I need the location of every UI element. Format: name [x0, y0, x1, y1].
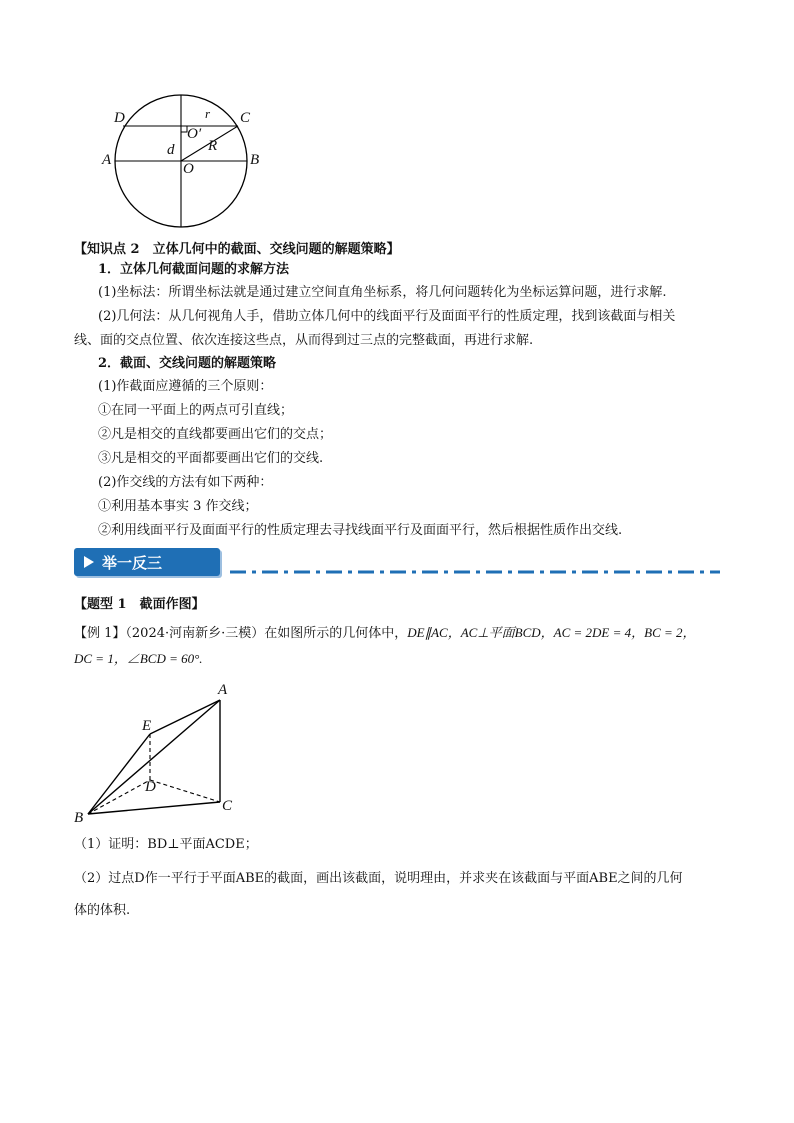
label-C: C	[222, 798, 233, 814]
principle-1: ①在同一平面上的两点可引直线；	[98, 403, 294, 418]
edge-AB	[88, 700, 220, 814]
question-parts	[74, 836, 734, 926]
label-B: B	[250, 152, 260, 168]
part-1: （1）证明：BD⊥平面ACDE；	[74, 837, 258, 852]
banner-label: 举一反三	[102, 554, 163, 572]
label-A: A	[102, 152, 112, 168]
edge-AE	[150, 700, 220, 734]
label-D: D	[114, 110, 125, 126]
play-arrow-icon	[84, 556, 94, 568]
principle-3: ③凡是相交的平面都要画出它们的交线.	[98, 451, 324, 466]
method-subheading: 1．立体几何截面问题的求解方法	[98, 262, 290, 277]
principle-2: ②凡是相交的直线都要画出它们的交点；	[98, 427, 333, 442]
label-O-prime: O′	[187, 126, 202, 142]
circle-figure	[100, 86, 280, 231]
label-d: d	[167, 142, 175, 158]
solid-figure	[72, 684, 252, 829]
intersection-method-2: ②利用线面平行及面面平行的性质定理去寻找线面平行及面面平行，然后根据性质作出交线.	[98, 523, 623, 538]
edge-EB	[88, 734, 150, 814]
paragraph-coordinate-method: (1)坐标法：所谓坐标法就是通过建立空间直角坐标系，将几何问题转化为坐标运算问题，进行求解.	[98, 285, 667, 300]
edge-BC	[88, 802, 220, 814]
label-R: R	[208, 138, 218, 154]
intersection-method-1: ①利用基本事实 3 作交线；	[98, 499, 258, 514]
example-line-1	[74, 624, 696, 643]
label-E: E	[142, 718, 152, 734]
label-D: D	[145, 779, 156, 795]
example-statement	[74, 624, 734, 674]
example-conditions-2: DC = 1，∠BCD = 60°.	[74, 651, 203, 666]
label-A: A	[218, 682, 228, 698]
knowledge-point-heading: 【知识点 2 立体几何中的截面、交线问题的解题策略】	[74, 242, 400, 257]
intersection-methods-intro: (2)作交线的方法有如下两种：	[98, 475, 273, 490]
edge-DC-hidden	[150, 780, 220, 802]
principles-intro: (1)作截面应遵循的三个原则：	[98, 379, 273, 394]
label-C: C	[240, 110, 251, 126]
strategy-subheading: 2．截面、交线问题的解题策略	[98, 356, 277, 371]
part-2-line-2: 体的体积.	[74, 903, 131, 918]
knowledge-point-section	[74, 241, 734, 541]
label-O: O	[183, 161, 194, 177]
practice-banner	[74, 548, 220, 576]
dash-dot-divider	[230, 568, 720, 576]
label-r: r	[205, 106, 211, 121]
example-conditions-1: DE∥AC，AC⊥平面BCD，AC = 2DE = 4，BC = 2，	[407, 625, 696, 640]
paragraph-geometric-method-1: (2)几何法：从几何视角人手，借助立体几何中的线面平行及面面平行的性质定理，找到该截面与相关	[98, 309, 676, 324]
question-type-heading: 【题型 1 截面作图】	[74, 597, 205, 612]
example-prefix: 【例 1】（2024·河南新乡·三模）在如图所示的几何体中，	[74, 626, 408, 641]
paragraph-geometric-method-2: 线、面的交点位置、依次连接这些点，从而得到过三点的完整截面，再进行求解.	[74, 333, 534, 348]
label-B: B	[74, 810, 84, 826]
part-2-line-1: （2）过点D作一平行于平面ABE的截面，画出该截面，说明理由，并求夹在该截面与平面ABE之间的几何	[74, 871, 683, 886]
